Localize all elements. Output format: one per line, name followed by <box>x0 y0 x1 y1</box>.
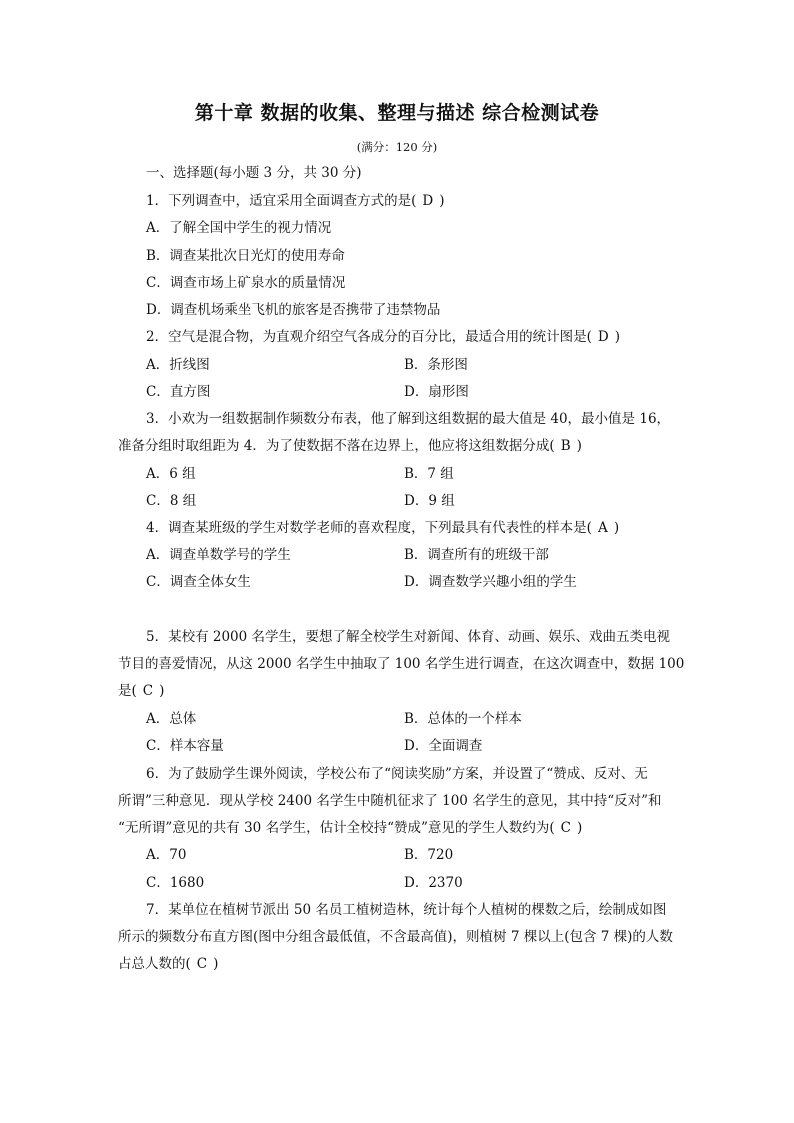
question-4-option-a: A．调查单数学号的学生 <box>146 547 291 563</box>
question-2-stem <box>146 329 620 345</box>
question-5-line-2: 节目的喜爱情况，从这 2000 名学生中抽取了 100 名学生进行调查，在这次调查中，数据 100 <box>118 656 685 672</box>
page-title: 第十章 数据的收集、整理与描述 综合检测试卷 <box>194 102 600 124</box>
question-1-close: ) <box>439 193 445 209</box>
question-5-line-1: 5．某校有 2000 名学生，要想了解全校学生对新闻、体育、动画、娱乐、戏曲五类电视 <box>146 629 671 645</box>
question-1-answer: D <box>422 193 434 209</box>
question-4-answer: A <box>597 520 608 536</box>
question-6-text: “无所谓”意见的共有 30 名学生，估计全校持“赞成”意见的学生人数约为( <box>118 820 555 836</box>
section-heading: 一、选择题(每小题 3 分，共 30 分) <box>146 165 362 181</box>
question-7-line-2: 所示的频数分布直方图(图中分组含最低值，不含最高值)，则植树 7 棵以上(包含 7 棵)的人数 <box>118 929 673 945</box>
question-4-option-c: C．调查全体女生 <box>146 574 251 590</box>
question-5-close: ) <box>159 683 165 699</box>
question-4-text: 4．调查某班级的学生对数学老师的喜欢程度，下列最具有代表性的样本是( <box>146 520 592 536</box>
question-6-line-2: 所谓”三种意见．现从学校 2400 名学生中随机征求了 100 名学生的意见，其中持“反对”和 <box>118 793 662 809</box>
question-1-stem <box>146 193 444 209</box>
question-6-line-3 <box>118 820 582 836</box>
question-5-answer: C <box>142 683 154 699</box>
question-2-option-b: B．条形图 <box>404 357 468 373</box>
question-7-line-3 <box>118 956 218 972</box>
question-4-option-d: D．调查数学兴趣小组的学生 <box>404 574 577 590</box>
question-7-text: 占总人数的( <box>118 956 191 972</box>
question-1-option-a: A．了解全国中学生的视力情况 <box>146 220 332 236</box>
question-1-option-d: D．调查机场乘坐飞机的旅客是否携带了违禁物品 <box>146 302 441 318</box>
question-1-option-b: B．调查某批次日光灯的使用寿命 <box>146 248 345 264</box>
question-6-answer: C <box>560 820 571 836</box>
question-3-option-b: B．7 组 <box>404 466 454 482</box>
question-3-line-1: 3．小欢为一组数据制作频数分布表，他了解到这组数据的最大值是 40，最小值是 16， <box>146 411 671 427</box>
question-5-line-3 <box>118 683 164 699</box>
question-6-line-1: 6．为了鼓励学生课外阅读，学校公布了“阅读奖励”方案，并设置了“赞成、反对、无 <box>146 766 648 782</box>
question-6-option-d: D．2370 <box>404 875 463 891</box>
question-2-option-c: C．直方图 <box>146 384 211 400</box>
question-2-option-d: D．扇形图 <box>404 384 469 400</box>
question-4-close: ) <box>613 520 620 536</box>
question-7-close: ) <box>213 956 219 972</box>
question-5-text: 是( <box>118 683 137 699</box>
question-3-close: ) <box>576 438 582 454</box>
question-3-option-a: A．6 组 <box>146 466 196 482</box>
question-4-stem <box>146 520 619 536</box>
question-3-option-c: C．8 组 <box>146 493 197 509</box>
question-3-option-d: D．9 组 <box>404 493 455 509</box>
question-3-answer: B <box>560 438 571 454</box>
question-7-answer: C <box>196 956 208 972</box>
question-1-text: 1．下列调查中，适宜采用全面调查方式的是( <box>146 193 417 209</box>
question-3-text: 准备分组时取组距为 4．为了使数据不落在边界上，他应将这组数据分成( <box>118 438 555 454</box>
question-1-option-c: C．调查市场上矿泉水的质量情况 <box>146 275 346 291</box>
question-6-option-a: A．70 <box>146 847 187 863</box>
question-2-close: ) <box>614 329 620 345</box>
full-score-note: (满分：120 分) <box>356 140 438 154</box>
question-6-option-b: B．720 <box>404 847 454 863</box>
question-5-option-c: C．样本容量 <box>146 738 224 754</box>
question-2-text: 2．空气是混合物，为直观介绍空气各成分的百分比，最适合用的统计图是( <box>146 329 592 345</box>
question-4-option-b: B．调查所有的班级干部 <box>404 547 549 563</box>
question-3-line-2 <box>118 438 582 454</box>
question-7-line-1: 7．某单位在植树节派出 50 名员工植树造林，统计每个人植树的棵数之后，绘制成如图 <box>146 902 667 918</box>
question-5-option-a: A．总体 <box>146 711 197 727</box>
question-5-option-d: D．全面调查 <box>404 738 483 754</box>
question-6-option-c: C．1680 <box>146 875 205 891</box>
question-6-close: ) <box>576 820 583 836</box>
question-2-answer: D <box>597 329 609 345</box>
question-5-option-b: B．总体的一个样本 <box>404 711 522 727</box>
question-2-option-a: A．折线图 <box>146 357 210 373</box>
